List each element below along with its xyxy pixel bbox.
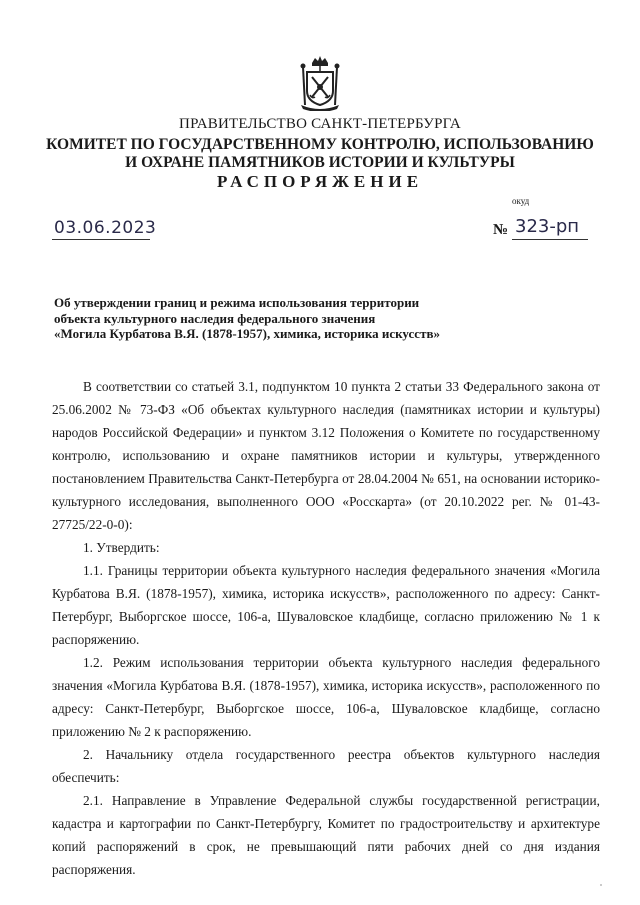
committee-title-line1: КОМИТЕТ ПО ГОСУДАРСТВЕННОМУ КОНТРОЛЮ, ИСПОЛЬЗОВАНИЮ <box>46 136 594 153</box>
committee-title <box>0 136 640 172</box>
preamble-paragraph: В соответствии со статьей 3.1, подпунктом 10 пункта 2 статьи 33 Федерального закона от 25.06.2002 № 73-ФЗ «Об объектах культурного наследия (памятниках истории и культуры) народов Российской Федерации» и пунктом 3.12 Положения о Комитете по государственному контролю, использованию и охране памятников истории и культуры, утвержденного постановлением Правительства Санкт-Петербурга от 28.04.2004 № 651, на основании историко-культурного исследования, выполненного ООО «Росскарта» (от 20.10.2022 рег. № 01-43-27725/22-0-0): <box>52 379 600 532</box>
committee-title-line2: И ОХРАНЕ ПАМЯТНИКОВ ИСТОРИИ И КУЛЬТУРЫ <box>125 154 515 171</box>
scan-artifact <box>600 884 602 886</box>
number-sign: № <box>493 222 509 238</box>
document-body <box>52 375 600 881</box>
number-underline <box>512 239 588 240</box>
st-petersburg-coat-of-arms-icon <box>297 55 343 111</box>
document-type: РАСПОРЯЖЕНИЕ <box>216 172 424 191</box>
document-date: 03.06.2023 <box>54 218 157 238</box>
subject-line2: объекта культурного наследия федерального значения <box>54 310 376 326</box>
item-1: 1. Утвердить: <box>83 540 160 555</box>
okud-label: окуд <box>512 196 530 206</box>
document-subject <box>54 295 474 342</box>
subject-line3: «Могила Курбатова В.Я. (1878-1957), химика, историка искусств» <box>54 326 440 341</box>
item-2: 2. Начальнику отдела государственного реестра объектов культурного наследия обеспечить: <box>52 747 600 785</box>
item-1-1: 1.1. Границы территории объекта культурного наследия федерального значения «Могила Курбатова В.Я. (1878-1957), химика, историка искусств», расположенного по адресу: Санкт-Петербург, Выборгское шоссе, 106-а, Шуваловское кладбище, согласно приложению № 1 к распоряжению. <box>52 563 600 647</box>
subject-line1: Об утверждении границ и режима использования территории <box>54 295 420 310</box>
item-2-1: 2.1. Направление в Управление Федеральной службы государственной регистрации, кадастра и картографии по Санкт-Петербургу, Комитет по градостроительству и архитектуре копий распоряжений в срок, не превышающий пяти рабочих дней со дня издания распоряжения. <box>52 793 600 877</box>
document-number: 323-рп <box>515 216 580 237</box>
item-1-2: 1.2. Режим использования территории объекта культурного наследия федерального значения «Могила Курбатова В.Я. (1878-1957), химика, историка искусств», расположенного по адресу: Санкт-Петербург, Выборгское шоссе, 106-а, Шуваловское кладбище, согласно приложению № 2 к распоряжению. <box>52 655 600 739</box>
government-title: ПРАВИТЕЛЬСТВО САНКТ-ПЕТЕРБУРГА <box>179 116 461 132</box>
date-underline <box>52 239 150 240</box>
